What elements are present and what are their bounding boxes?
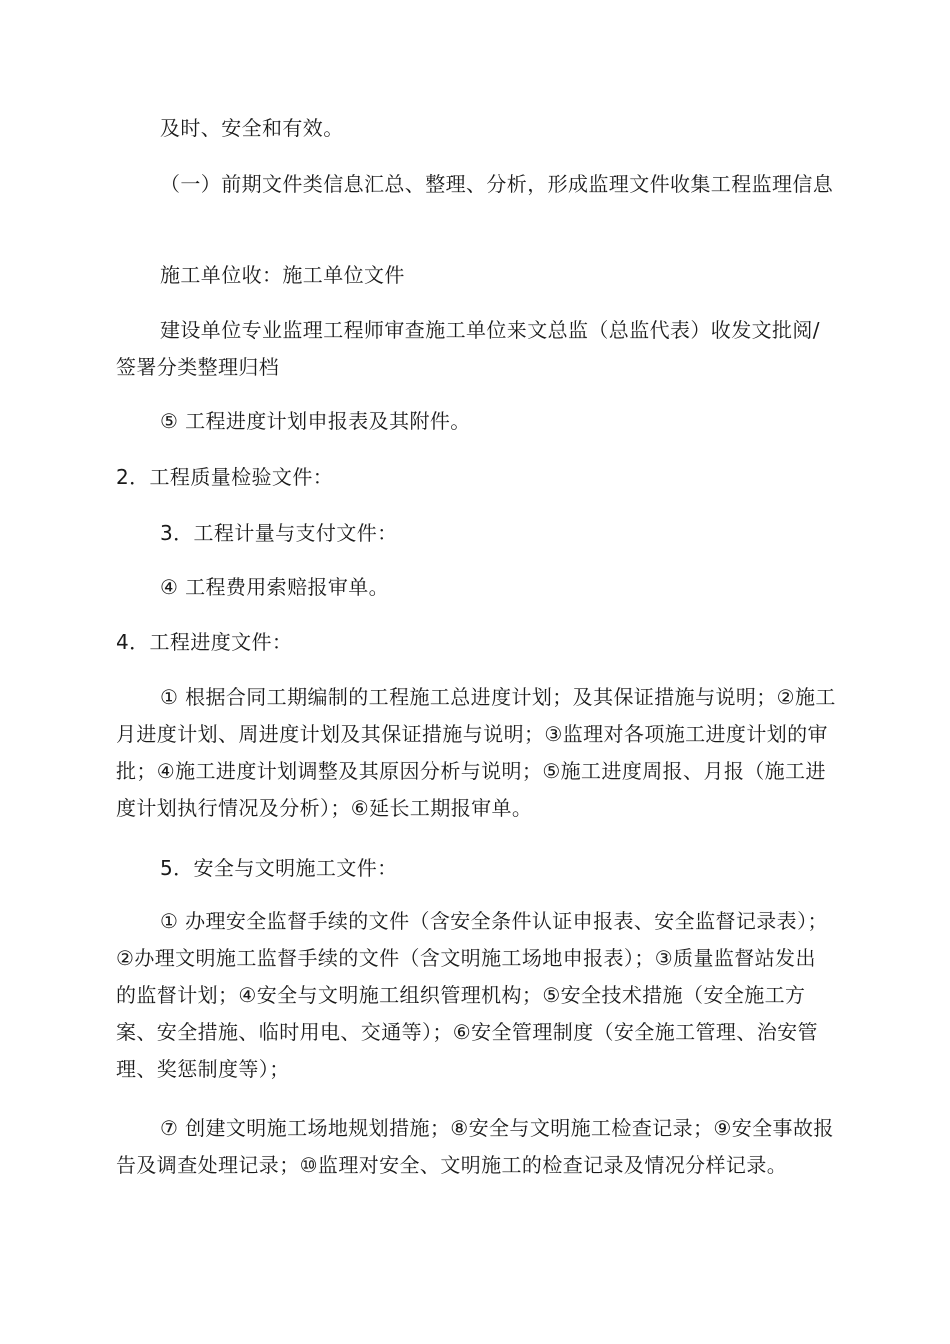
paragraph-3: 施工单位收：施工单位文件 — [160, 263, 405, 287]
paragraph-4: 建设单位专业监理工程师审查施工单位来文总监（总监代表）收发文批阅/签署分类整理归档 — [116, 318, 820, 379]
heading-safety: 5．安全与文明施工文件： — [160, 856, 398, 880]
paragraph-5: ⑤ 工程进度计划申报表及其附件。 — [160, 409, 471, 433]
paragraph-safety-list: ① 办理安全监督手续的文件（含安全条件认证申报表、安全监督记录表）；②办理文明施工监督手续的文件（含文明施工场地申报表）；③质量监督站发出的监督计划；④安全与文明施工组织管理机构；⑤安全技术措施（安全施工方案、安全措施、临时用电、交通等）；⑥安全管理制度（安全施工管理、治安管理、奖惩制度等）； — [116, 909, 828, 1081]
paragraph-cost-claim: ④ 工程费用索赔报审单。 — [160, 575, 390, 599]
heading-quality: 2．工程质量检验文件： — [116, 465, 334, 489]
paragraph-progress-list: ① 根据合同工期编制的工程施工总进度计划；及其保证措施与说明；②施工月进度计划、周进度计划及其保证措施与说明；③监理对各项施工进度计划的审批；④施工进度计划调整及其原因分析与说明；⑤施工进度周报、月报（施工进度计划执行情况及分析）；⑥延长工期报审单。 — [116, 685, 836, 820]
heading-payment: 3．工程计量与支付文件： — [160, 521, 398, 545]
paragraph-civilized-list: ⑦ 创建文明施工场地规划措施；⑧安全与文明施工检查记录；⑨安全事故报告及调查处理记录；⑩监理对安全、文明施工的检查记录及情况分样记录。 — [116, 1116, 834, 1177]
heading-progress: 4．工程进度文件： — [116, 630, 293, 654]
paragraph-1: 及时、安全和有效。 — [160, 116, 344, 140]
paragraph-2: （一）前期文件类信息汇总、整理、分析，形成监理文件收集工程监理信息 — [160, 172, 834, 196]
